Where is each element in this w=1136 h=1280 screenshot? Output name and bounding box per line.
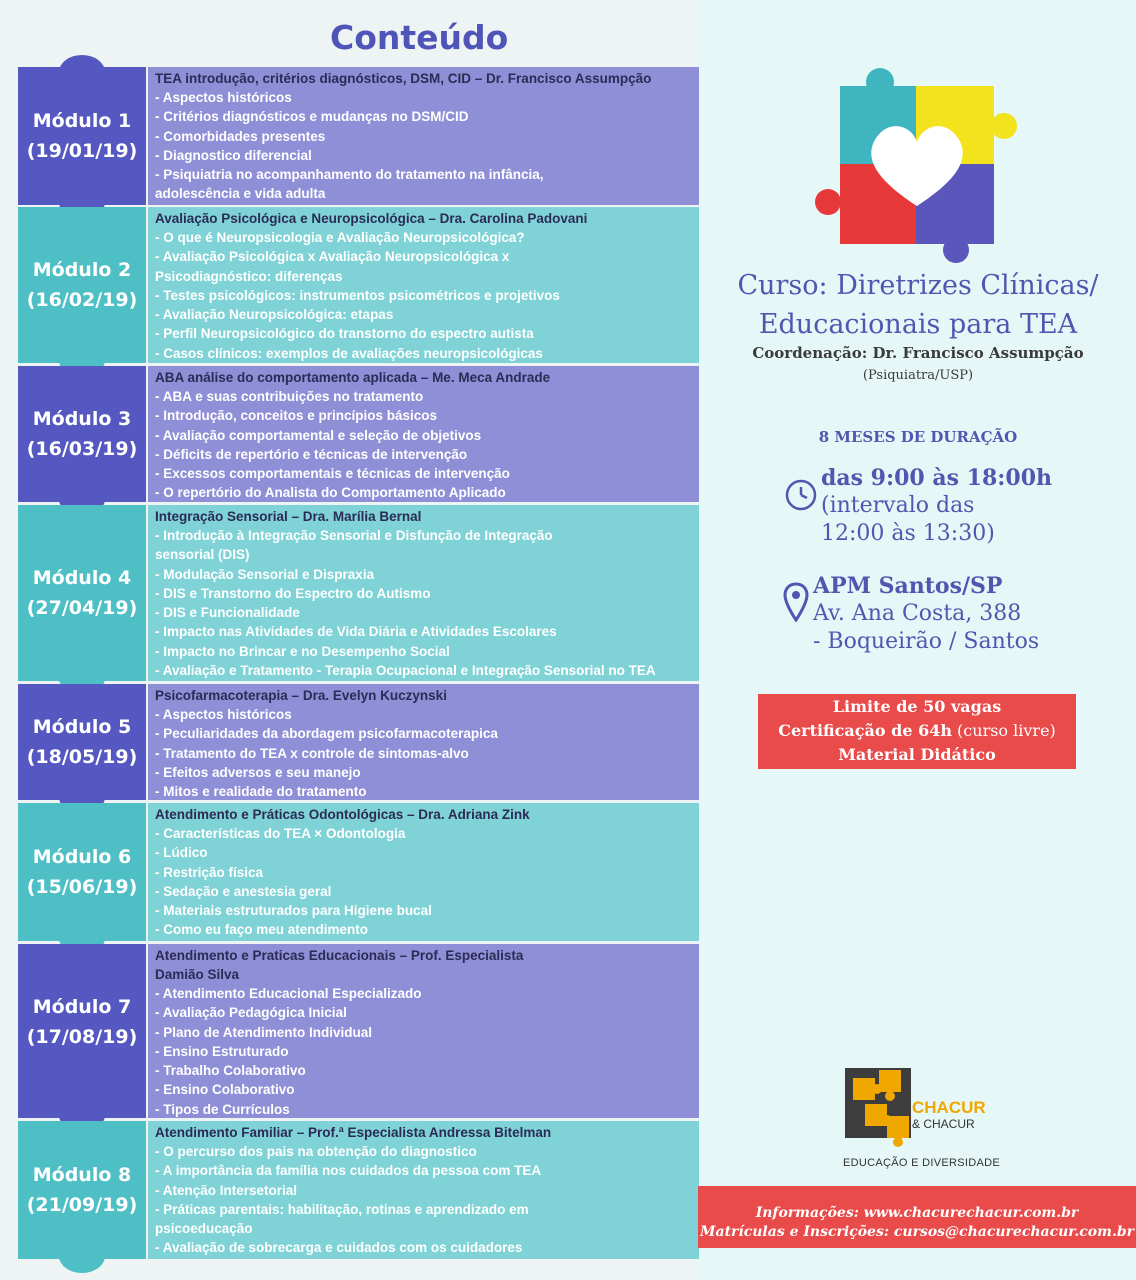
module-2 [18, 207, 699, 363]
module-item: - Déficits de repertório e técnicas de intervenção [155, 446, 468, 462]
module-date: (16/02/19) [26, 289, 138, 311]
contact-footer [698, 1186, 1136, 1248]
puzzle-knob [59, 1239, 105, 1273]
logo-name-sub: & CHACUR [912, 1117, 975, 1131]
puzzle-logo-icon [843, 1060, 917, 1150]
module-date: (19/01/19) [26, 140, 138, 162]
clock-icon [784, 478, 818, 512]
module-item: - Psiquiatria no acompanhamento do tratamento na infância, [155, 167, 544, 183]
module-item: - Avaliação Psicológica x Avaliação Neuropsicológica x [155, 249, 510, 265]
module-item: - Ensino Estruturado [155, 1043, 289, 1059]
module-item: - Características do TEA × Odontologia [155, 826, 406, 841]
module-item: - Impacto no Brincar e no Desempenho Social [155, 643, 450, 659]
module-body [148, 944, 699, 1118]
module-body [148, 1121, 699, 1259]
module-item: - Excessos comportamentais e técnicas de intervenção [155, 466, 510, 482]
module-item: - Restrição física [155, 864, 264, 880]
module-item: - Comorbidades presentes [155, 128, 326, 144]
module-item: - Testes psicológicos: instrumentos psicométricos e projetivos [155, 287, 560, 303]
module-label [18, 207, 146, 363]
content-title: Conteúdo [330, 18, 509, 57]
module-label [18, 944, 146, 1118]
logo-name: CHACUR [912, 1098, 986, 1117]
coordination: Coordenação: Dr. Francisco Assumpção [752, 344, 1084, 362]
coordination-sub: (Psiquiatra/USP) [862, 368, 974, 383]
module-item: - DIS e Transtorno do Espectro do Autismo [155, 585, 431, 601]
module-name: Módulo 7 [32, 996, 132, 1018]
module-name: Módulo 3 [32, 408, 132, 430]
module-item: Psicodiagnóstico: diferenças [155, 268, 343, 284]
module-title: Atendimento Familiar – Prof.ª Especialista Andressa Bitelman [155, 1125, 552, 1140]
module-item: - Avaliação de sobrecarga e cuidados com os cuidadores [155, 1240, 523, 1256]
module-name: Módulo 6 [32, 846, 132, 868]
module-item: - Ensino Colaborativo [155, 1082, 295, 1098]
module-title: TEA introdução, critérios diagnósticos, DSM, CID – Dr. Francisco Assumpção [155, 71, 652, 86]
module-title-cont: Damião Silva [155, 967, 240, 982]
module-7 [18, 944, 699, 1118]
module-item: - O repertório do Analista do Comportamento Aplicado [155, 485, 506, 501]
module-date: (27/04/19) [26, 597, 138, 619]
module-1 [18, 67, 699, 205]
module-item: - Como eu faço meu atendimento [155, 922, 369, 938]
location: APM Santos/SP Av. Ana Costa, 388 - Boqueirão / Santos [813, 573, 1040, 654]
module-name: Módulo 5 [32, 716, 132, 738]
module-item: adolescência e vida adulta [155, 186, 326, 202]
module-item: - Modulação Sensorial e Dispraxia [155, 566, 375, 582]
puzzle-heart-icon [814, 64, 1018, 268]
module-item: - Mitos e realidade do tratamento [155, 784, 367, 800]
module-name: Módulo 8 [32, 1164, 132, 1186]
module-title: Integração Sensorial – Dra. Marília Bernal [155, 509, 422, 524]
module-item: - Atenção Intersetorial [155, 1182, 298, 1198]
module-4 [18, 505, 699, 681]
module-body [148, 803, 699, 941]
module-title: ABA análise do comportamento aplicada – Me. Meca Andrade [155, 370, 551, 385]
module-label [18, 1121, 146, 1259]
module-name: Módulo 4 [32, 567, 132, 589]
module-item: - Perfil Neuropsicológico do transtorno do espectro autista [155, 326, 534, 342]
module-item: - Aspectos históricos [155, 90, 292, 105]
module-item: - ABA e suas contribuições no tratamento [155, 389, 424, 404]
logo-tagline: EDUCAÇÃO E DIVERSIDADE [843, 1157, 1000, 1169]
module-item: - O que é Neuropsicologia e Avaliação Neuropsicológica? [155, 230, 525, 245]
module-date: (15/06/19) [26, 876, 138, 898]
course-title: Curso: Diretrizes Clínicas/ Educacionais para TEA [737, 270, 1099, 340]
module-item: - Introdução, conceitos e princípios básicos [155, 408, 438, 424]
module-item: - Aspectos históricos [155, 707, 292, 722]
module-item: psicoeducação [155, 1221, 253, 1237]
module-item: - Avaliação Neuropsicológica: etapas [155, 307, 394, 323]
module-item: - Peculiaridades da abordagem psicofarmacoterapica [155, 726, 498, 742]
module-item: - Trabalho Colaborativo [155, 1063, 306, 1079]
module-item: - Efeitos adversos e seu manejo [155, 764, 361, 780]
module-body [148, 207, 699, 363]
module-item: - Avaliação Pedagógica Inicial [155, 1005, 347, 1021]
module-item: - Práticas parentais: habilitação, rotinas e aprendizado em [155, 1201, 529, 1217]
module-item: - Critérios diagnósticos e mudanças no DSM/CID [155, 109, 469, 125]
module-item: - Avaliação e Tratamento - Terapia Ocupacional e Integração Sensorial no TEA [155, 663, 656, 679]
module-body [148, 67, 699, 205]
module-5 [18, 684, 699, 800]
module-6 [18, 803, 699, 941]
module-item: - O percurso dos pais na obtenção do diagnostico [155, 1144, 477, 1159]
module-item: - DIS e Funcionalidade [155, 605, 300, 621]
module-item: - Materiais estruturados para Higiene bucal [155, 903, 432, 919]
module-name: Módulo 2 [32, 259, 132, 281]
module-item: - Diagnostico diferencial [155, 147, 312, 163]
module-label [18, 505, 146, 681]
module-item: - Lúdico [155, 845, 208, 861]
module-item: - A importância da família nos cuidados da pessoa com TEA [155, 1163, 542, 1179]
module-item: - Casos clínicos: exemplos de avaliações neuropsicológicas [155, 345, 543, 361]
module-body [148, 366, 699, 502]
module-title: Avaliação Psicológica e Neuropsicológica – Dra. Carolina Padovani [155, 211, 588, 226]
module-label [18, 366, 146, 502]
duration: 8 MESES DE DURAÇÃO [818, 428, 1018, 446]
module-label [18, 803, 146, 941]
module-label [18, 684, 146, 800]
module-item: - Tratamento do TEA x controle de sintomas-alvo [155, 745, 469, 761]
module-label [18, 67, 146, 205]
module-item: sensorial (DIS) [155, 547, 250, 563]
enroll-link[interactable]: Matrículas e Inscrições: cursos@chacurechacur.com.br [700, 1224, 1134, 1240]
highlights-box: Limite de 50 vagas Certificação de 64h (curso livre) Material Didático [758, 694, 1076, 769]
module-title: Psicofarmacoterapia – Dra. Evelyn Kuczynski [155, 688, 447, 703]
module-item: - Sedação e anestesia geral [155, 883, 332, 899]
module-name: Módulo 1 [32, 110, 132, 132]
module-date: (21/09/19) [26, 1194, 138, 1216]
module-8 [18, 1121, 699, 1259]
module-item: - Atendimento Educacional Especializado [155, 986, 422, 1001]
module-item: - Avaliação comportamental e seleção de objetivos [155, 427, 482, 443]
schedule: das 9:00 às 18:00h (intervalo das 12:00 às 13:30) [821, 465, 1053, 546]
module-item: - Impacto nas Atividades de Vida Diária e Atividades Escolares [155, 624, 557, 640]
puzzle-knob [59, 55, 105, 89]
module-date: (18/05/19) [26, 746, 138, 768]
module-item: - Tipos de Currículos [155, 1101, 290, 1117]
module-item: - Plano de Atendimento Individual [155, 1024, 373, 1040]
module-title: Atendimento e Práticas Odontológicas – Dra. Adriana Zink [155, 807, 530, 822]
info-link[interactable]: Informações: www.chacurechacur.com.br [755, 1205, 1079, 1221]
module-date: (17/08/19) [26, 1026, 138, 1048]
location-pin-icon [783, 582, 809, 622]
module-title: Atendimento e Praticas Educacionais – Prof. Especialista [155, 948, 524, 963]
module-body [148, 684, 699, 800]
module-3 [18, 366, 699, 502]
module-date: (16/03/19) [26, 438, 138, 460]
module-item: - Introdução à Integração Sensorial e Disfunção de Integração [155, 528, 553, 543]
module-body [148, 505, 699, 681]
